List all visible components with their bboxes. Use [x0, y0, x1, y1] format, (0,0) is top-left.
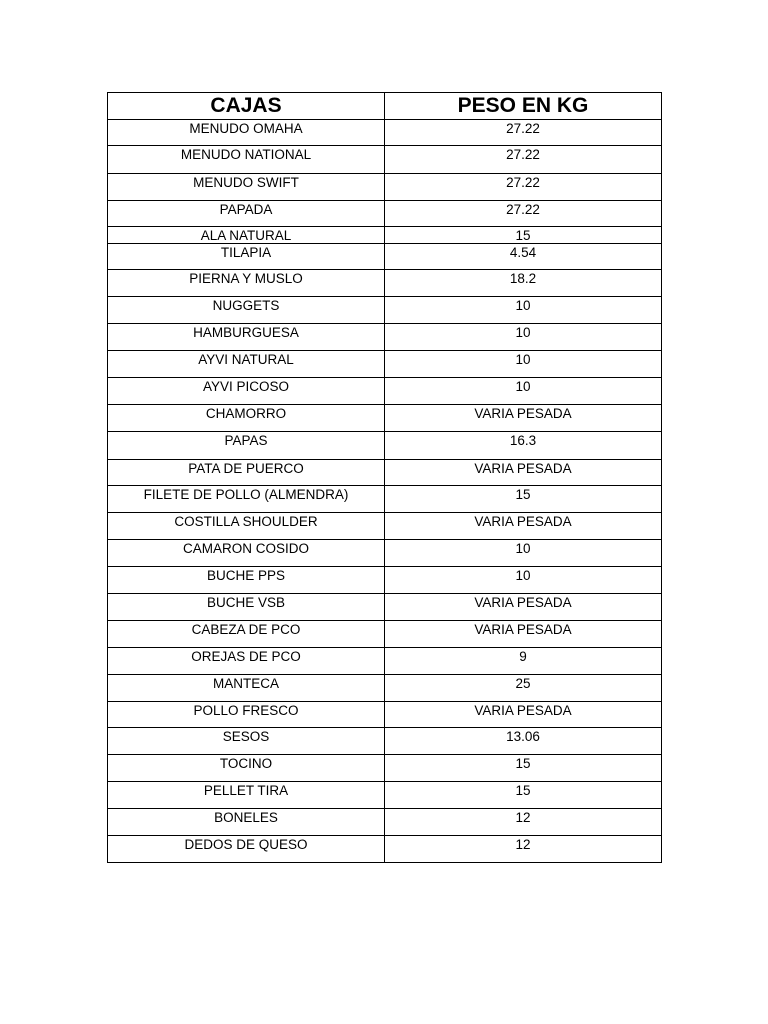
cell-caja: PATA DE PUERCO — [108, 460, 385, 486]
table-row — [108, 702, 662, 728]
table-row — [108, 782, 662, 809]
cell-peso: 15 — [385, 755, 662, 782]
table-row — [108, 405, 662, 432]
table-body — [108, 120, 662, 863]
cell-peso: 27.22 — [385, 174, 662, 201]
cell-caja: PAPAS — [108, 432, 385, 460]
cell-caja: ALA NATURAL — [108, 227, 385, 244]
table-row — [108, 460, 662, 486]
table-row — [108, 836, 662, 863]
cell-caja: CHAMORRO — [108, 405, 385, 432]
cell-caja: BUCHE VSB — [108, 594, 385, 621]
cell-caja: BONELES — [108, 809, 385, 836]
cell-caja: MENUDO NATIONAL — [108, 146, 385, 174]
table-row — [108, 244, 662, 270]
cell-peso: 10 — [385, 378, 662, 405]
column-header-cajas: CAJAS — [108, 93, 385, 120]
cell-peso: 10 — [385, 540, 662, 567]
table-header-row — [108, 93, 662, 120]
cell-caja: PAPADA — [108, 201, 385, 227]
cell-caja: NUGGETS — [108, 297, 385, 324]
cell-peso: 25 — [385, 675, 662, 702]
cell-peso: 10 — [385, 351, 662, 378]
cell-peso: 10 — [385, 297, 662, 324]
table-row — [108, 755, 662, 782]
cell-caja: POLLO FRESCO — [108, 702, 385, 728]
table-row — [108, 146, 662, 174]
cell-peso: 18.2 — [385, 270, 662, 297]
cell-peso: 12 — [385, 809, 662, 836]
table-row — [108, 513, 662, 540]
table-row — [108, 378, 662, 405]
cell-caja: COSTILLA SHOULDER — [108, 513, 385, 540]
cell-caja: CABEZA DE PCO — [108, 621, 385, 648]
cell-caja: TILAPIA — [108, 244, 385, 270]
column-header-peso: PESO EN KG — [385, 93, 662, 120]
table-row — [108, 675, 662, 702]
cell-peso: 4.54 — [385, 244, 662, 270]
table-row — [108, 297, 662, 324]
cell-caja: MENUDO SWIFT — [108, 174, 385, 201]
table-row — [108, 432, 662, 460]
cell-peso: VARIA PESADA — [385, 702, 662, 728]
cell-peso: 27.22 — [385, 201, 662, 227]
table-row — [108, 174, 662, 201]
cell-peso: 10 — [385, 567, 662, 594]
cell-caja: TOCINO — [108, 755, 385, 782]
table-row — [108, 201, 662, 227]
table-row — [108, 351, 662, 378]
cell-caja: BUCHE PPS — [108, 567, 385, 594]
table-row — [108, 621, 662, 648]
cell-caja: FILETE DE POLLO (ALMENDRA) — [108, 486, 385, 513]
table-row — [108, 120, 662, 146]
table-row — [108, 648, 662, 675]
table-row — [108, 567, 662, 594]
cell-caja: AYVI NATURAL — [108, 351, 385, 378]
weights-table — [107, 92, 662, 863]
cell-peso: 27.22 — [385, 146, 662, 174]
cell-peso: VARIA PESADA — [385, 513, 662, 540]
table-row — [108, 809, 662, 836]
cell-caja: DEDOS DE QUESO — [108, 836, 385, 863]
cell-caja: MANTECA — [108, 675, 385, 702]
table-row — [108, 594, 662, 621]
cell-caja: AYVI PICOSO — [108, 378, 385, 405]
table-row — [108, 728, 662, 755]
cell-peso: VARIA PESADA — [385, 405, 662, 432]
cell-peso: VARIA PESADA — [385, 594, 662, 621]
table-row — [108, 270, 662, 297]
cell-caja: HAMBURGUESA — [108, 324, 385, 351]
cell-peso: 10 — [385, 324, 662, 351]
cell-caja: PELLET TIRA — [108, 782, 385, 809]
cell-peso: 13.06 — [385, 728, 662, 755]
cell-peso: 15 — [385, 227, 662, 244]
cell-peso: VARIA PESADA — [385, 621, 662, 648]
cell-peso: 15 — [385, 782, 662, 809]
table-row — [108, 540, 662, 567]
cell-peso: 27.22 — [385, 120, 662, 146]
cell-peso: 9 — [385, 648, 662, 675]
cell-caja: MENUDO OMAHA — [108, 120, 385, 146]
cell-peso: 16.3 — [385, 432, 662, 460]
cell-peso: 12 — [385, 836, 662, 863]
cell-peso: VARIA PESADA — [385, 460, 662, 486]
table-row — [108, 227, 662, 244]
cell-peso: 15 — [385, 486, 662, 513]
cell-caja: CAMARON COSIDO — [108, 540, 385, 567]
table-row — [108, 486, 662, 513]
table-row — [108, 324, 662, 351]
cell-caja: PIERNA Y MUSLO — [108, 270, 385, 297]
cell-caja: SESOS — [108, 728, 385, 755]
cell-caja: OREJAS DE PCO — [108, 648, 385, 675]
